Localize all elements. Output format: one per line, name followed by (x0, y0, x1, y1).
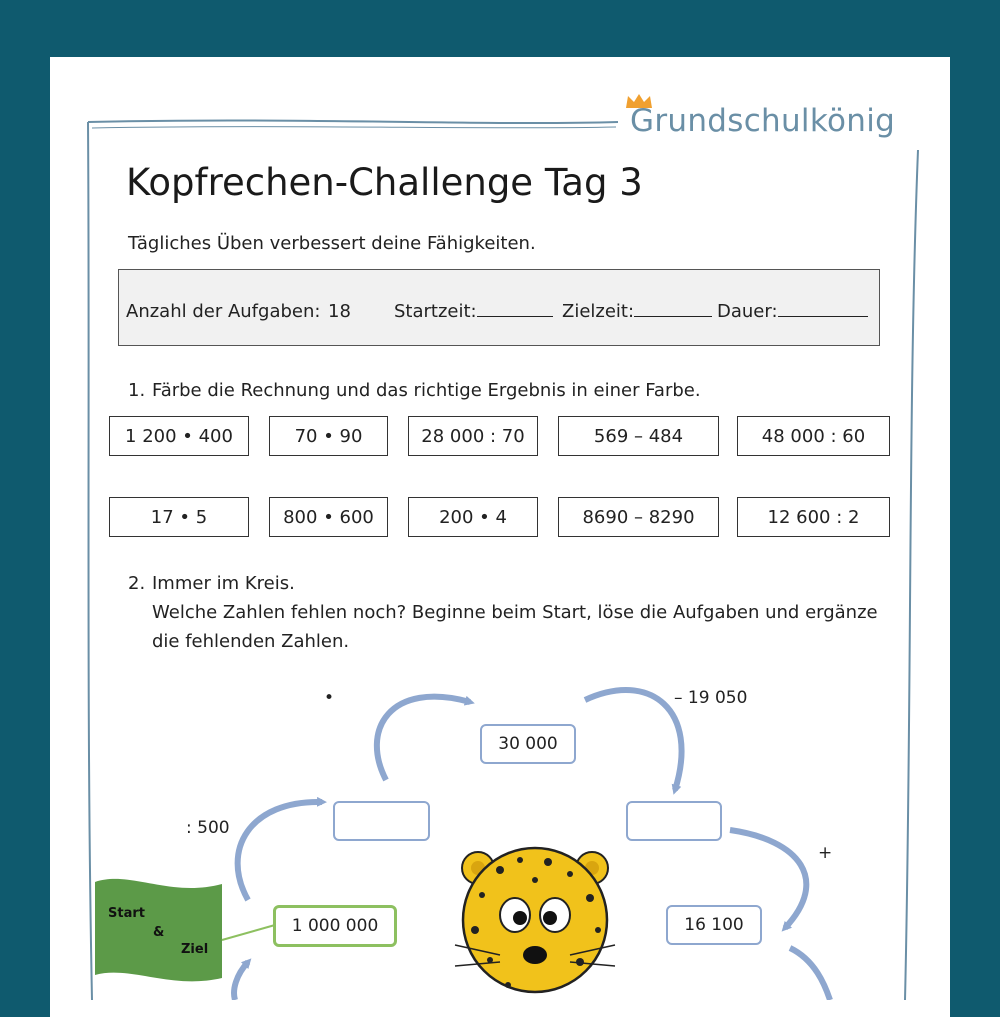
q1-text: Färbe die Rechnung und das richtige Ergebnis in einer Farbe. (152, 380, 701, 401)
goal-time-blank[interactable] (634, 302, 712, 317)
flag-and-text: & (153, 925, 165, 940)
result-box[interactable]: 200 • 4 (408, 497, 538, 537)
page-title: Kopfrechen-Challenge Tag 3 (126, 161, 643, 204)
op-add-label: + (818, 843, 833, 863)
duration-label: Dauer: (717, 301, 778, 322)
task-box[interactable]: 1 200 • 400 (109, 416, 249, 456)
arrow-left (238, 802, 322, 900)
q2-line3: die fehlenden Zahlen. (152, 631, 350, 652)
start-time-label: Startzeit: (394, 301, 477, 322)
frame-line-inner (92, 127, 616, 128)
op-subtract-label: – 19 050 (674, 688, 748, 708)
brand-logo: Grundschulkönig (630, 103, 896, 139)
arrow-bottom-right (790, 948, 830, 1000)
flag-start-text: Start (108, 906, 145, 921)
result-box[interactable]: 8690 – 8290 (558, 497, 719, 537)
op-multiply-label: • (324, 688, 335, 708)
arrow-top-left (377, 697, 470, 780)
flag-line (222, 925, 275, 940)
result-box[interactable]: 17 • 5 (109, 497, 249, 537)
page-subtitle: Tägliches Üben verbessert deine Fähigkeiten. (128, 233, 536, 254)
goal-time-label: Zielzeit: (562, 301, 635, 322)
task-count-value: 18 (328, 301, 351, 322)
number-box-top: 30 000 (480, 724, 576, 764)
task-box[interactable]: 48 000 : 60 (737, 416, 890, 456)
duration-blank[interactable] (778, 302, 868, 317)
q2-line2: Welche Zahlen fehlen noch? Beginne beim Start, löse die Aufgaben und ergänze (152, 602, 878, 623)
goal-time-field[interactable] (562, 301, 712, 322)
task-box[interactable]: 70 • 90 (269, 416, 388, 456)
q1-number: 1. (128, 380, 146, 401)
q2-number: 2. (128, 573, 146, 594)
number-box-right: 16 100 (666, 905, 762, 945)
arrow-bottom-left (234, 962, 248, 1000)
duration-field[interactable] (717, 301, 868, 322)
start-time-field[interactable] (394, 301, 553, 322)
number-box-start: 1 000 000 (273, 905, 397, 947)
start-time-blank[interactable] (477, 302, 553, 317)
result-box[interactable]: 800 • 600 (269, 497, 388, 537)
op-divide-label: : 500 (186, 818, 230, 838)
arrow-top-right (585, 690, 682, 790)
result-box[interactable]: 12 600 : 2 (737, 497, 890, 537)
answer-box-right[interactable] (626, 801, 722, 841)
flag-goal-text: Ziel (181, 942, 209, 957)
task-box[interactable]: 569 – 484 (558, 416, 719, 456)
leopard-illustration (455, 848, 615, 992)
q2-line1: Immer im Kreis. (152, 573, 295, 594)
task-count-label: Anzahl der Aufgaben: (126, 301, 321, 322)
task-box[interactable]: 28 000 : 70 (408, 416, 538, 456)
answer-box-left[interactable] (333, 801, 430, 841)
